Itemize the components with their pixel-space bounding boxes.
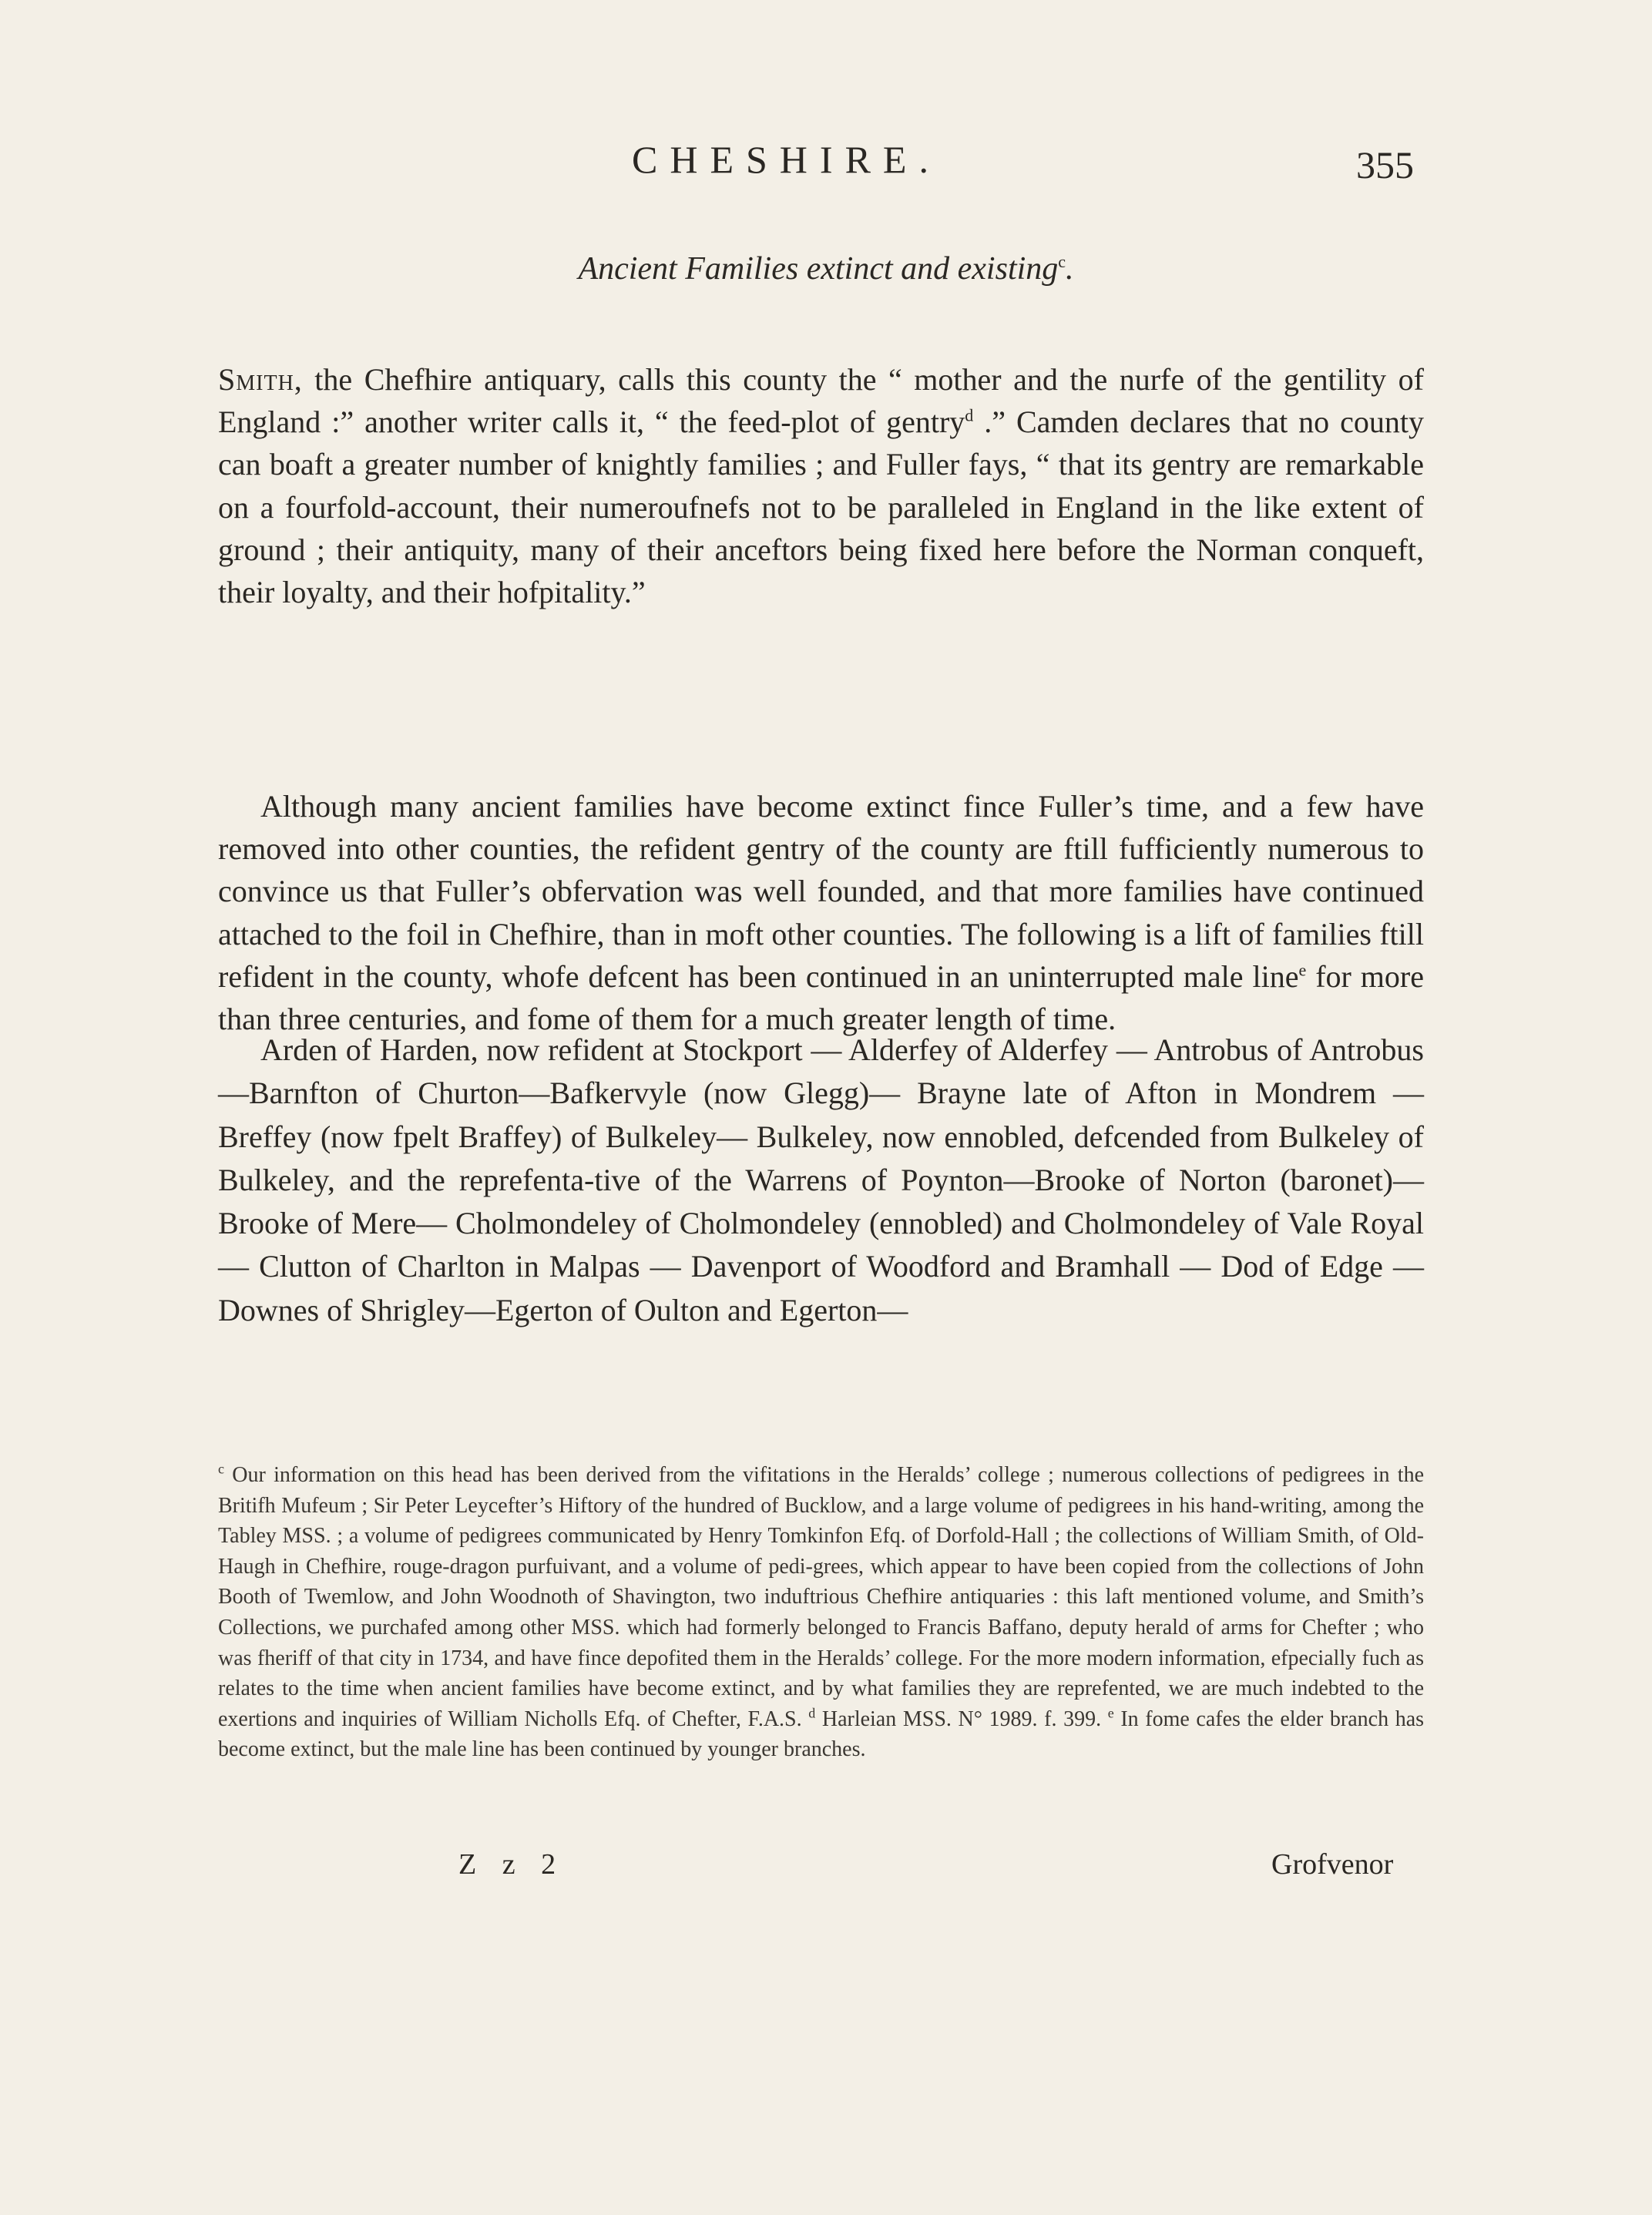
signature-mark: Z z 2: [458, 1848, 566, 1881]
footnote-ref-e: e: [1298, 960, 1307, 980]
section-title-text: Ancient Families extinct and existing: [578, 251, 1059, 287]
footnote-ref-c: c: [1058, 252, 1066, 271]
footnote-d-text: Harleian MSS. N° 1989. f. 399.: [815, 1707, 1102, 1731]
catchword: Grofvenor: [1271, 1848, 1394, 1881]
footnote-d-marker: d: [808, 1705, 816, 1721]
paragraph-2-text-a: Although many ancient families have become extinct fince Fuller’s time, and a few have removed into other counties, the refident gentry of the county are ftill fufficiently numerous to convince us that Fuller’s obfervation was well founded, and that more families have continued attached to the foil in Chefhire, than in moft other counties. The following is a lift of families ftill refident in the county, whofe defcent has been continued in an uninterrupted male line: [218, 789, 1424, 994]
footnote-c-text: Our information on this head has been derived from the vifitations in the Heralds’ college ; numerous collections of pedigrees in the Britifh Mufeum ; Sir Peter Leycefter’s Hiftory of the hundred of Bucklow, and a large volume of pedigrees in his hand-writing, among the Tabley MSS. ; a volume of pedigrees communicated by Henry Tomkinfon Efq. of Dorfold-Hall ; the collections of William Smith, of Old-Haugh in Chefhire, rouge-dragon purfuivant, and a volume of pedi-grees, which appear to have been copied from the collections of John Booth of Twemlow, and John Woodnoth of Shavington, two induftrious Chefhire antiquaries : this laft mentioned volume, and Smith’s Collections, we purchafed among other MSS. which had formerly belonged to Francis Baffano, deputy herald of arms for Chefter ; who was fheriff of that city in 1734, and have fince depofited them in the Heralds’ college. For the more modern information, efpecially fuch as relates to the time when ancient families have become extinct, and by what families they are reprefented, we are much indebted to the exertions and inquiries of William Nicholls Efq. of Chefter, F.A.S.: [218, 1463, 1424, 1731]
section-title: [0, 250, 1652, 287]
title-period: .: [1066, 251, 1074, 287]
page-number: 355: [1356, 143, 1414, 186]
paragraph-2: [218, 785, 1424, 1040]
family-list-paragraph: Arden of Harden, now refident at Stockport — Alderfey of Alderfey — Antrobus of Antrobus —Barnfton of Churton—Bafkervyle (now Glegg)— Brayne late of Afton in Mondrem — Breffey (now fpelt Braffey) of Bulkeley— Bulkeley, now ennobled, defcended from Bulkeley of Bulkeley, and the reprefenta-tive of the Warrens of Poynton—Brooke of Norton (baronet)—Brooke of Mere— Cholmondeley of Cholmondeley (ennobled) and Cholmondeley of Vale Royal— Clutton of Charlton in Malpas — Davenport of Woodford and Bramhall — Dod of Edge —Downes of Shrigley—Egerton of Oulton and Egerton—: [218, 1032, 1424, 1327]
footnote-ref-d: d: [965, 405, 974, 425]
footnotes: [218, 1460, 1424, 1765]
paragraph-1-text-b: .” Camden declares that no county can boaft a greater number of knightly families ; and Fuller fays, “ that its gentry are remarkable on a fourfold-account, their numeroufnefs not to be paralleled in England in the like extent of ground ; their antiquity, many of their anceftors being fixed here before the Norman conqueft, their loyalty, and their hofpitality.”: [218, 404, 1424, 610]
footnote-c-marker: c: [218, 1461, 224, 1477]
paragraph-1-text-a: the Chefhire antiquary, calls this county the “ mother and the nurfe of the gentility of England :” another writer calls it, “ the feed-plot of gentry: [218, 362, 1424, 440]
paragraph-2-text-b: for more than three centuries, and fome of them for a much greater length of time.: [218, 958, 1424, 1037]
lead-word: Smith,: [218, 362, 303, 397]
footnote-e-marker: e: [1107, 1705, 1114, 1721]
paragraph-1: [218, 358, 1424, 613]
footnote-e-text: In fome cafes the elder branch has become extinct, but the male line has been continued by younger branches.: [218, 1707, 1425, 1762]
running-head: CHESHIRE.: [632, 138, 941, 181]
